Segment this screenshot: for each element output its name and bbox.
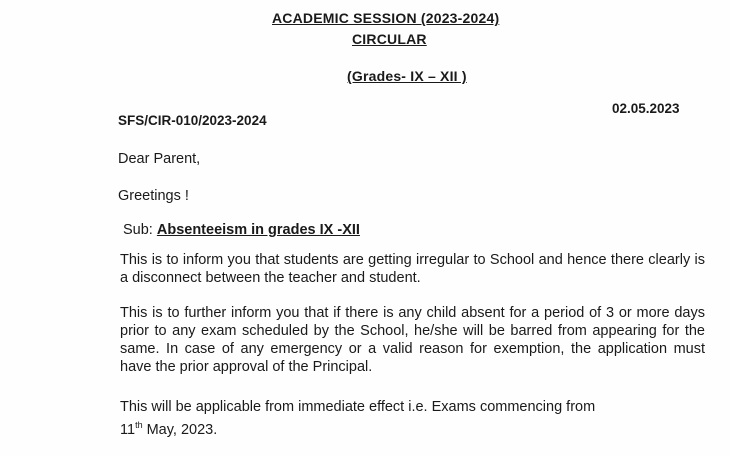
subject-text: Absenteeism in grades IX -XII: [156, 222, 360, 238]
greeting: Greetings !: [118, 188, 189, 204]
paragraph-effective-date: [120, 398, 705, 439]
salutation: Dear Parent,: [118, 151, 201, 167]
effective-date-suffix: th: [135, 420, 143, 430]
circular-date: 02.05.2023: [612, 101, 680, 116]
subject-prefix: Sub:: [123, 222, 157, 238]
circular-reference: SFS/CIR-010/2023-2024: [118, 113, 267, 128]
effective-date-end: May, 2023.: [142, 421, 218, 438]
effective-date-day: 11: [120, 421, 136, 438]
paragraph-irregular-attendance: This is to inform you that students are getting irregular to School and hence there clearly is a disconnect between the teacher and student.: [120, 252, 705, 286]
session-heading: ACADEMIC SESSION (2023-2024): [272, 10, 500, 26]
paragraph-exam-policy: This is to further inform you that if there is any child absent for a period of 3 or more days prior to any exam scheduled by the School, he/she will be barred from appearing for the same. In case of any emergency or a valid reason for exemption, the application must have the prior approval of the Principal.: [120, 305, 705, 375]
subject-line: [123, 221, 360, 239]
effective-date-main: This will be applicable from immediate effect i.e. Exams commencing from: [120, 399, 596, 415]
circular-heading: CIRCULAR: [352, 31, 427, 47]
grades-heading: (Grades- IX – XII ): [347, 68, 467, 84]
